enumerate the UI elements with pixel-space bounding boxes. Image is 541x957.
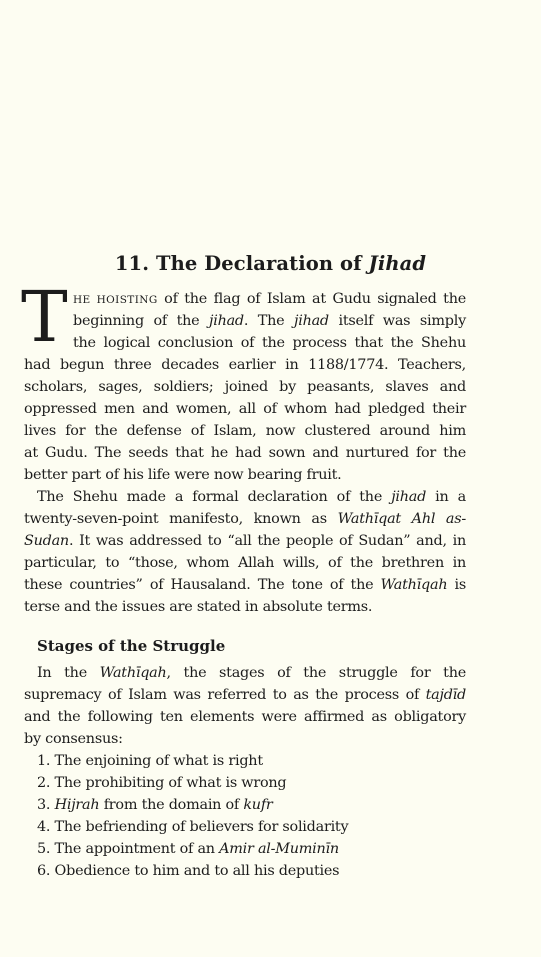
paragraph-line: [73, 310, 466, 332]
paragraph-line: [24, 684, 466, 706]
paragraph-line: had begun three decades earlier in 1188/1774. Teachers,: [24, 357, 466, 373]
paragraph-line: [37, 662, 466, 684]
chapter-title-italic: Jihad: [368, 252, 427, 275]
list-number: 4.: [37, 819, 51, 835]
paragraph-line: lives for the defense of Islam, now clustered around him: [24, 423, 466, 439]
paragraph-line: at Gudu. The seeds that he had sown and nurtured for the: [24, 445, 466, 461]
line-text: supremacy of Islam was referred to as the process of: [24, 687, 426, 703]
italic-term: Wathīqah: [99, 665, 167, 681]
paragraph-line: [73, 288, 466, 311]
paragraph-line: particular, to “those, whom Allah wills, of the brethren in: [24, 555, 466, 571]
list-number: 3.: [37, 797, 51, 813]
paragraph-line: better part of his life were now bearing fruit.: [24, 467, 342, 483]
list-text: from the domain of: [99, 797, 244, 813]
paragraph-line: [37, 486, 466, 508]
paragraph-line: by consensus:: [24, 731, 123, 747]
line-text: . The: [243, 313, 295, 329]
list-item: [37, 772, 286, 794]
paragraph-line: [24, 530, 466, 552]
list-text: Obedience to him and to all his deputies: [50, 863, 340, 879]
list-item: [37, 816, 348, 838]
italic-term: jihad: [294, 313, 329, 329]
list-text: The enjoining of what is right: [50, 753, 263, 769]
line-text: in a: [426, 489, 466, 505]
line-text: . It was addressed to “all the people of Sudan” and, in: [68, 533, 466, 549]
list-number: 5.: [37, 841, 51, 857]
line-text: The Shehu made a formal declaration of the: [37, 489, 392, 505]
small-caps-text: HE HOISTING: [73, 294, 158, 306]
list-item: [37, 750, 263, 772]
paragraph-line: [24, 508, 466, 530]
list-number: 2.: [37, 775, 51, 791]
italic-term: Wathīqah: [380, 577, 448, 593]
list-text: The appointment of an: [50, 841, 220, 857]
line-text: of the flag of Islam at Gudu signaled the: [157, 291, 466, 307]
paragraph-line: [24, 574, 466, 596]
paragraph-line: oppressed men and women, all of whom had pledged their: [24, 401, 466, 417]
italic-term: Amir al-Muminīn: [219, 841, 339, 857]
paragraph-line: scholars, sages, soldiers; joined by peasants, slaves and: [24, 379, 466, 395]
line-text: , the stages of the struggle for the: [166, 665, 466, 681]
list-text: The befriending of believers for solidarity: [50, 819, 349, 835]
line-text: beginning of the: [73, 313, 209, 329]
list-item: [37, 860, 339, 882]
line-text: is: [447, 577, 467, 593]
italic-term: jihad: [391, 489, 427, 505]
italic-term: tajdīd: [425, 687, 466, 703]
chapter-title: [0, 252, 541, 275]
chapter-title-text: 11. The Declaration of: [114, 252, 369, 275]
italic-term: jihad: [209, 313, 244, 329]
drop-cap: T: [21, 276, 68, 358]
paragraph-line: the logical conclusion of the process that the Shehu: [73, 335, 466, 351]
paragraph-line: and the following ten elements were affirmed as obligatory: [24, 709, 466, 725]
line-text: twenty-seven-point manifesto, known as: [24, 511, 338, 527]
paragraph-line: terse and the issues are stated in absolute terms.: [24, 599, 373, 615]
list-text: The prohibiting of what is wrong: [50, 775, 287, 791]
line-text: In the: [37, 665, 100, 681]
italic-term: Hijrah: [54, 797, 100, 813]
list-item: [37, 838, 339, 860]
list-number: 1.: [37, 753, 51, 769]
line-text: itself was simply: [328, 313, 466, 329]
italic-term: Sudan: [24, 533, 69, 549]
italic-term: kufr: [243, 797, 273, 813]
italic-term: Wathīqat Ahl as-: [337, 511, 466, 527]
list-item: [37, 794, 273, 816]
list-number: 6.: [37, 863, 51, 879]
section-heading: Stages of the Struggle: [37, 637, 226, 655]
line-text: these countries” of Hausaland. The tone of the: [24, 577, 381, 593]
